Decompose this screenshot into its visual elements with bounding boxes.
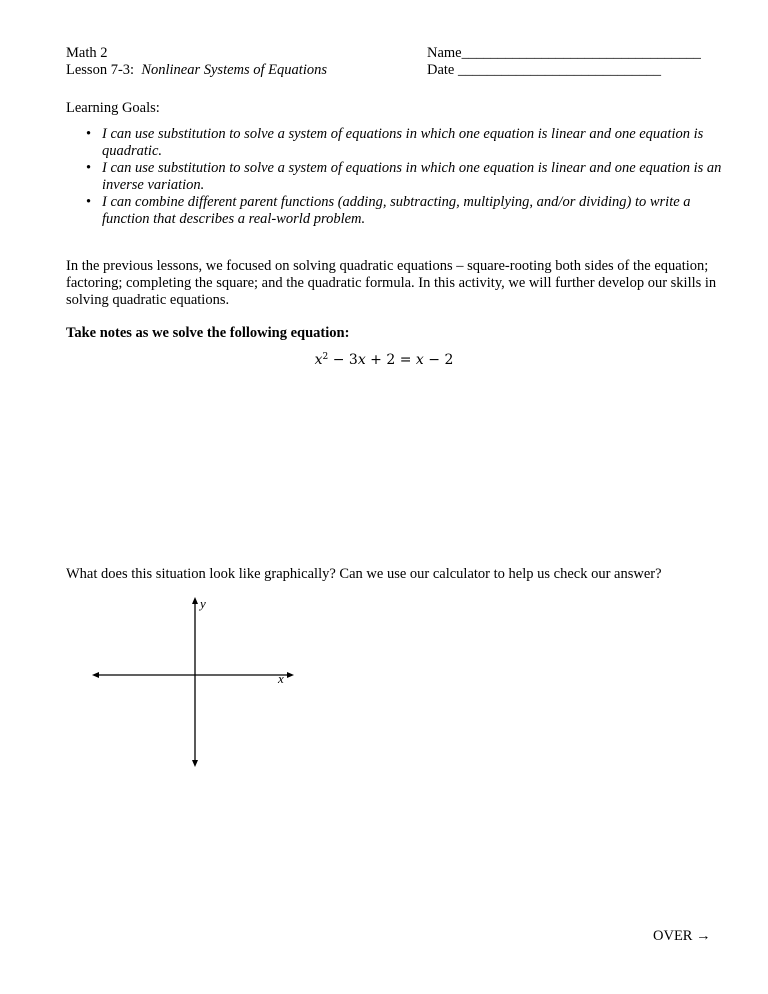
equation-middle: − 3 xyxy=(328,352,358,368)
equation-rest: + 2 = xyxy=(365,352,416,368)
course-name: Math 2 xyxy=(66,45,108,61)
coordinate-axes xyxy=(90,595,300,780)
header-student-info xyxy=(427,45,701,79)
equation-var: x xyxy=(314,352,323,368)
equation xyxy=(0,352,768,369)
x-axis-right-arrow-icon xyxy=(287,672,294,678)
equation-var2: x xyxy=(357,352,366,368)
intro-paragraph: In the previous lessons, we focused on solving quadratic equations – square-rooting both sides of the equation; factoring; completing the square; and the quadratic formula. In this activity, we will further develop our skills in solving quadratic equations. xyxy=(66,258,717,308)
learning-goal-text: I can use substitution to solve a system of equations in which one equation is linear and one equation is an inverse variation. xyxy=(102,160,722,193)
y-axis-label: y xyxy=(200,596,206,611)
x-axis-left-arrow-icon xyxy=(92,672,99,678)
lesson-line xyxy=(66,62,327,79)
x-axis-label: x xyxy=(278,671,284,686)
lesson-title: Nonlinear Systems of Equations xyxy=(141,62,327,78)
bullet-icon: • xyxy=(86,194,92,210)
y-axis-down-arrow-icon xyxy=(192,760,198,767)
header-course-info xyxy=(66,45,327,79)
learning-goals-list xyxy=(66,126,726,228)
bullet-icon: • xyxy=(86,126,92,142)
learning-goal-text: I can use substitution to solve a system of equations in which one equation is linear and one equation is quadratic. xyxy=(102,126,704,159)
equation-exponent: 2 xyxy=(322,352,329,362)
learning-goal-item xyxy=(66,126,726,160)
axes-svg xyxy=(90,595,300,775)
learning-goal-item xyxy=(66,160,726,194)
equation-var3: x xyxy=(415,352,424,368)
learning-goals-title: Learning Goals: xyxy=(66,100,160,116)
over-label: OVER → xyxy=(653,928,711,944)
y-axis-up-arrow-icon xyxy=(192,597,198,604)
notes-prompt: Take notes as we solve the following equation: xyxy=(66,325,350,341)
equation-end: − 2 xyxy=(423,352,454,368)
graph-question: What does this situation look like graphically? Can we use our calculator to help us check our answer? xyxy=(66,566,662,582)
bullet-icon: • xyxy=(86,160,92,176)
date-field[interactable]: Date ____________________________ xyxy=(427,62,661,78)
learning-goal-item xyxy=(66,194,726,228)
name-field[interactable]: Name_________________________________ xyxy=(427,45,701,61)
learning-goal-text: I can combine different parent functions (adding, subtracting, multiplying, and/or dividing) to write a function that describes a real-world problem. xyxy=(102,194,691,227)
lesson-prefix: Lesson 7-3: xyxy=(66,62,142,78)
